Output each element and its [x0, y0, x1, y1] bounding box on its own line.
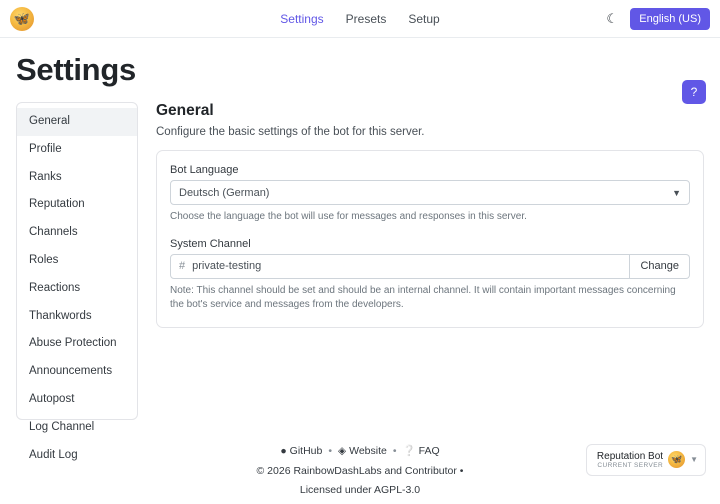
nav-link-setup[interactable]: Setup [408, 11, 440, 26]
sidebar-item-profile[interactable]: Profile [29, 142, 62, 155]
footer-license: Licensed under AGPL-3.0 [299, 484, 421, 496]
bot-language-select[interactable]: Deutsch (German) [170, 180, 690, 205]
sidebar-item-channels[interactable]: Channels [29, 226, 78, 239]
language-button[interactable]: English (US) [630, 8, 710, 30]
footer-link-faq-label: FAQ [418, 444, 440, 457]
system-channel-input[interactable] [170, 254, 630, 279]
bot-avatar-icon: 🦋 [668, 451, 685, 468]
sidebar-item-audit-log[interactable]: Audit Log [29, 448, 78, 461]
sidebar-item-log-channel[interactable]: Log Channel [29, 420, 95, 433]
bot-language-select-wrap [170, 180, 690, 205]
nav-link-presets[interactable]: Presets [345, 11, 387, 26]
footer-copyright: © 2026 RainbowDashLabs and Contributor • [256, 465, 464, 477]
bot-avatar-icon[interactable]: 🦋 [10, 7, 34, 31]
current-server-card[interactable] [586, 444, 706, 476]
footer-link-website-label: Website [349, 444, 387, 457]
sidebar-item-general[interactable]: General [17, 108, 137, 136]
footer-separator-2: • [392, 444, 397, 457]
current-server-name: Reputation Bot [596, 450, 664, 462]
system-channel-row [170, 254, 690, 279]
sidebar-item-reputation[interactable]: Reputation [29, 198, 85, 211]
sidebar-item-abuse-protection[interactable]: Abuse Protection [29, 337, 117, 350]
sidebar-item-autopost[interactable]: Autopost [29, 392, 75, 405]
hash-icon: # [179, 260, 186, 272]
current-server-text [594, 451, 663, 469]
section-description: Configure the basic settings of the bot for this server. [156, 126, 425, 138]
system-channel-value: private-testing [192, 260, 262, 272]
nav-link-settings[interactable]: Settings [280, 11, 324, 26]
system-channel-note: Note: This channel should be set and should be an internal channel. It will contain important messages concerning the bot's service and messages from the developers. [170, 284, 676, 310]
footer-separator-1: • [328, 444, 333, 457]
footer-link-github-label: GitHub [289, 444, 323, 457]
footer-link-website[interactable] [338, 445, 387, 457]
current-server-sub: CURRENT SERVER [597, 461, 664, 469]
change-channel-button[interactable]: Change [630, 254, 690, 279]
settings-sidebar [16, 102, 138, 461]
system-channel-label: System Channel [170, 237, 251, 250]
footer-link-faq[interactable] [403, 444, 440, 457]
github-icon: ● [280, 444, 287, 457]
navbar-right-group [603, 8, 710, 30]
moon-icon[interactable]: ☾ [606, 10, 619, 26]
sidebar-item-ranks[interactable]: Ranks [29, 170, 62, 183]
help-button[interactable]: ? [682, 80, 706, 104]
bot-language-label: Bot Language [170, 164, 239, 176]
sidebar-item-thankwords[interactable]: Thankwords [29, 309, 92, 322]
question-circle-icon: ❔ [402, 445, 416, 457]
chevron-down-icon: ▼ [690, 455, 698, 465]
bot-language-help: Choose the language the bot will use for messages and responses in this server. [170, 211, 527, 222]
page-header [0, 38, 720, 99]
chevron-down-icon: ▼ [672, 187, 681, 198]
settings-content [156, 102, 704, 420]
top-navbar [0, 0, 720, 38]
general-settings-card [156, 150, 704, 328]
sidebar-item-roles[interactable]: Roles [29, 253, 59, 266]
section-heading: General [156, 102, 214, 119]
sidebar-item-announcements[interactable]: Announcements [29, 365, 113, 378]
footer-link-github[interactable] [280, 445, 322, 457]
globe-icon: ◈ [338, 444, 347, 457]
sidebar-item-reactions[interactable]: Reactions [29, 281, 81, 294]
page-title: Settings [16, 52, 136, 87]
